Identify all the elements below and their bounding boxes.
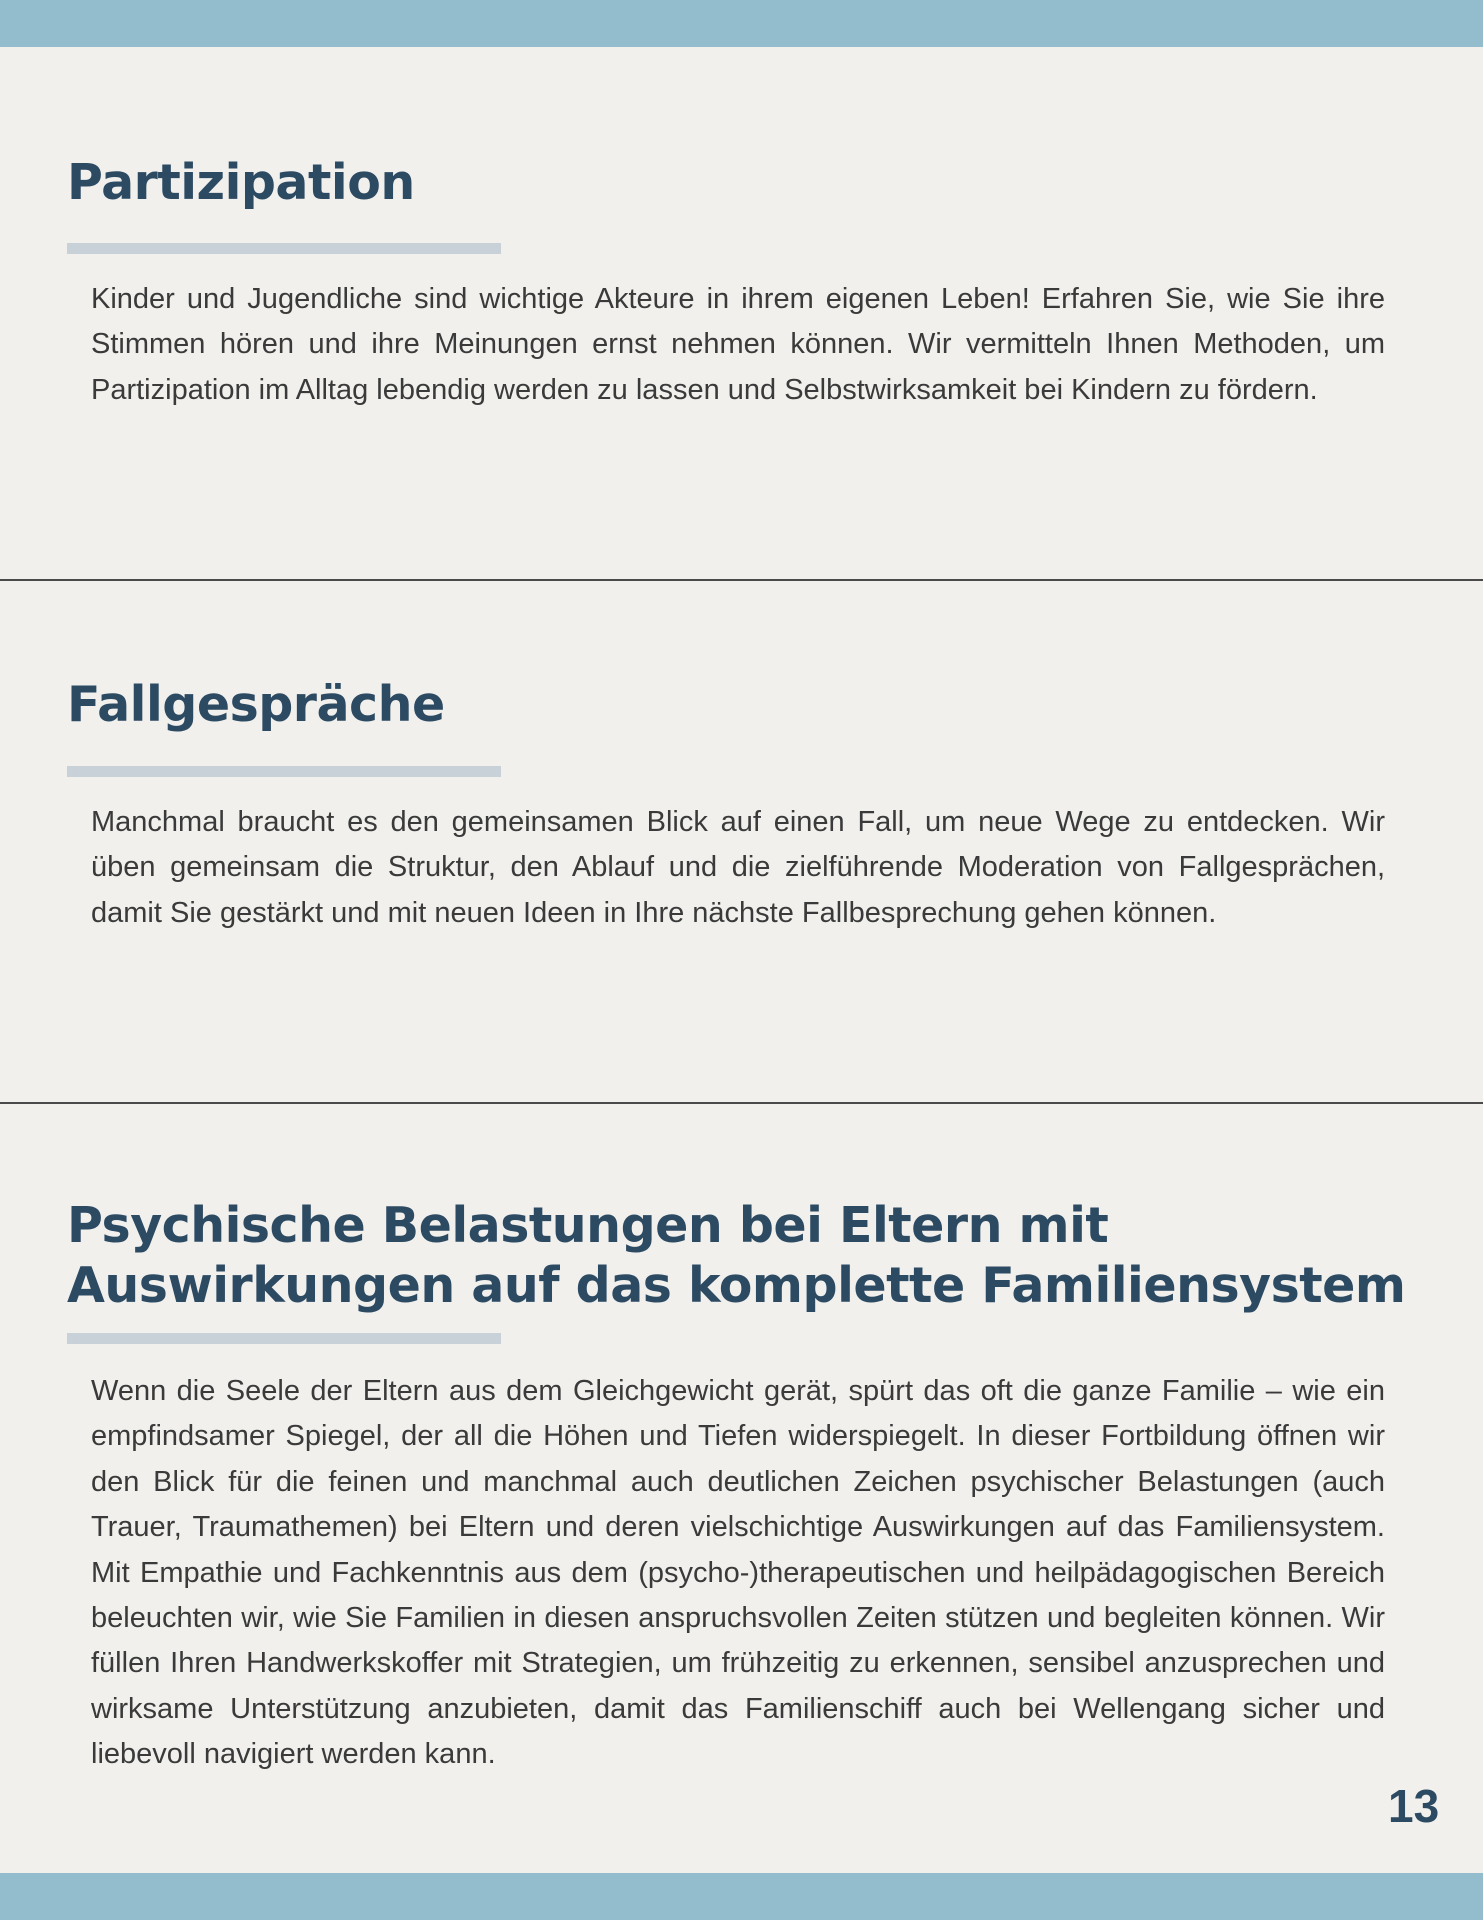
text-line: Kindern zu fördern. xyxy=(1071,373,1318,406)
section-title-underline xyxy=(67,243,501,254)
section-text-psychische-belastungen xyxy=(91,1369,1385,1778)
text-line: Handwerkskoffer mit Strategien, um frühzeitig zu erkennen, sensibel anzusprechen und xyxy=(246,1647,1385,1680)
text-line: Manchmal braucht es den gemeinsamen Blick auf einen Fall, um neue Wege zu entdecken. xyxy=(91,806,1329,838)
text-line: wirksame Unterstützung anzubieten, damit das Familienschiff auch bei Wellengang sicher xyxy=(91,1692,1320,1725)
text-line: (psycho-)therapeutischen und heilpädagogischen Bereich beleuchten wir, wie Sie Familien xyxy=(91,1556,1386,1635)
page-number: 13 xyxy=(1388,1780,1440,1832)
text-line: Wir üben gemeinsam die Struktur, den Ablauf und die zielführende Moderation von xyxy=(91,806,1385,884)
section-title-underline xyxy=(67,1333,501,1344)
text-line: gehen können. xyxy=(1024,896,1217,929)
section-title-fallgespraeche: Fallgespräche xyxy=(67,676,445,733)
section-text-fallgespraeche xyxy=(91,800,1385,936)
section-title-psychische-belastungen xyxy=(67,1196,1405,1316)
text-line: psychischer Belastungen (auch Trauer, Traumathemen) bei Eltern und deren vielschichtige xyxy=(91,1465,1385,1544)
text-line: Wenn die Seele der Eltern aus dem Gleichgewicht gerät, spürt das oft die ganze Familie – xyxy=(91,1375,1282,1407)
section-divider xyxy=(0,1102,1483,1104)
section-divider xyxy=(0,579,1483,581)
text-line: Fallgesprächen, damit Sie gestärkt und mit neuen Ideen in Ihre nächste Fallbesprechung xyxy=(91,851,1386,929)
text-line: Fortbildung öffnen wir den Blick für die feinen und manchmal auch deutlichen Zeichen xyxy=(91,1420,1385,1498)
text-line: Auswirkungen auf das Familiensystem. Mit Empathie und Fachkenntnis aus dem xyxy=(91,1511,1385,1589)
text-line: Kinder und Jugendliche sind wichtige Akteure in ihrem eigenen Leben! Erfahren Sie, wie Sie xyxy=(91,283,1325,315)
title-line: Psychische Belastungen bei Eltern mit xyxy=(67,1197,1109,1254)
text-line: in diesen anspruchsvollen Zeiten stützen und begleiten können. Wir füllen Ihren xyxy=(91,1602,1385,1680)
section-title-underline xyxy=(67,766,501,777)
top-band xyxy=(0,0,1483,47)
section-title-partizipation: Partizipation xyxy=(67,154,415,211)
text-line: wie ein empfindsamer Spiegel, der all die Höhen und Tiefen widerspiegelt. In dieser xyxy=(91,1375,1385,1453)
text-line: und liebevoll navigiert werden kann. xyxy=(91,1692,1385,1771)
text-line: Methoden, um Partizipation im Alltag lebendig werden zu lassen und Selbstwirksamkeit bei xyxy=(91,328,1385,406)
text-line: ihre Stimmen hören und ihre Meinungen ernst nehmen können. Wir vermitteln Ihnen xyxy=(91,283,1385,361)
title-line: Auswirkungen auf das komplette Familiensystem xyxy=(67,1257,1406,1314)
bottom-band xyxy=(0,1873,1483,1920)
section-text-partizipation xyxy=(91,277,1385,413)
